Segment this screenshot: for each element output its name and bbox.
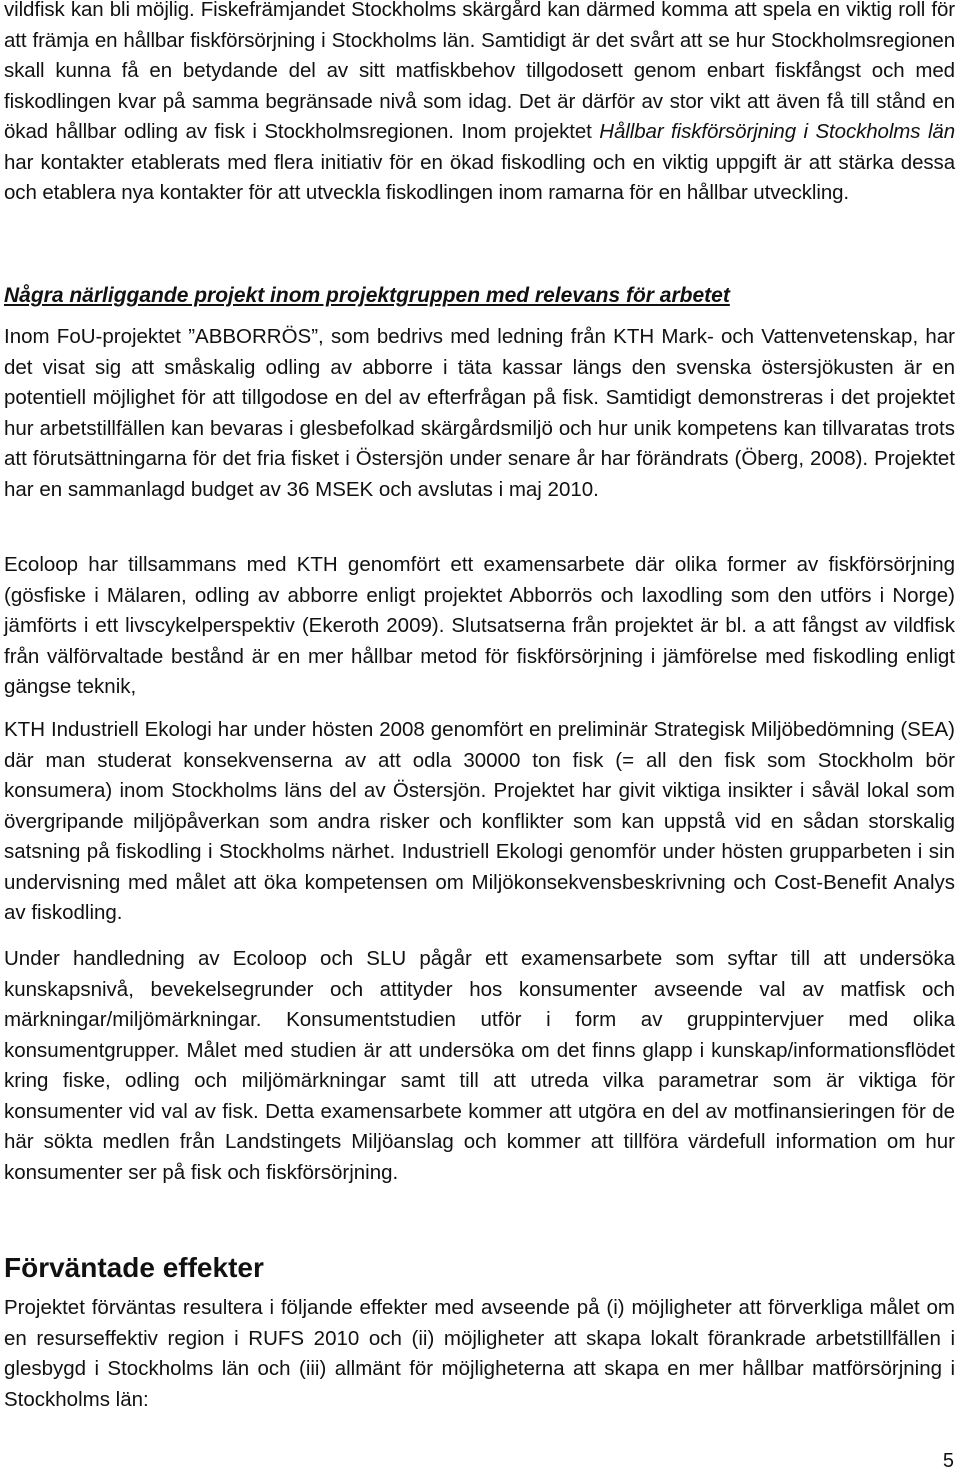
ecoloop-paragraph: Ecoloop har tillsammans med KTH genomfört ett examensarbete där olika former av fiskförsörjning (gösfiske i Mälaren, odling av abborre enligt projektet Abborrös och laxodling som den utförs i Norge) jämförts i ett livscykelperspektiv (Ekeroth 2009). Slutsatserna från projektet är bl. a att fångst av vildfisk från välförvaltade bestånd är en mer hållbar metod för fiskförsörjning i jämförelse med fiskodling enligt gängse teknik, — [4, 553, 955, 698]
consumer-study-paragraph: Under handledning av Ecoloop och SLU pågår ett examensarbete som syftar till att undersöka kunskapsnivå, bevekelsegrunder och attityder hos konsumenter avseende val av matfisk och märkningar/miljömärkningar. Konsumentstudien utför i form av gruppintervjuer med olika konsumentgrupper. Målet med studien är att undersöka om det finns glapp i kunskap/informationsflödet kring fiske, odling och miljömärkningar samt till att utreda vilka parametrar som är viktiga för konsumenter vid val av fisk. Detta examensarbete kommer att utgöra en del av motfinansieringen för de här sökta medlen från Landstingets Miljöanslag och kommer att tillföra värdefull information om hur konsumenter ser på fisk och fiskförsörjning. — [4, 947, 955, 1184]
project-name: Hållbar fiskförsörjning i Stockholms län — [599, 120, 956, 143]
expected-effects-heading: Förväntade effekter — [4, 1252, 264, 1283]
intro-paragraph — [4, 0, 955, 209]
intro-text-1: vildfisk kan bli möjlig. Fiskefrämjandet Stockholms skärgård kan därmed komma att spela en viktig roll för att främja en hållbar fiskförsörjning i Stockholms län. Samtidigt är det svårt att se hur Stockholmsregionen skall kunna få en betydande del av sitt matfiskbehov tillgodosett genom enbart fiskfångst och med fiskodlingen kvar på samma begränsade nivå som idag. Det är därför av stor vikt att även få till stånd en ökad hållbar odling av fisk i Stockholmsregionen. Inom projektet — [4, 0, 955, 143]
intro-text-2: har kontakter etablerats med flera initiativ för en ökad fiskodling och en viktig uppgift är att stärka dessa och etablera nya kontakter för att utveckla fiskodlingen inom ramarna för en hållbar utveckling. — [4, 150, 955, 204]
expected-effects-paragraph: Projektet förväntas resultera i följande effekter med avseende på (i) möjligheter att förverkliga målet om en resurseffektiv region i RUFS 2010 och (ii) möjligheter att skapa lokalt förankrade arbetstillfällen i glesbygd i Stockholms län och (iii) allmänt för möjligheterna att skapa en mer hållbar matförsörjning i Stockholms län: — [4, 1296, 955, 1411]
kth-paragraph: KTH Industriell Ekologi har under hösten 2008 genomfört en preliminär Strategisk Miljöbedömning (SEA) där man studerat konsekvenserna av att odla 30000 ton fisk (= all den fisk som Stockholm bör konsumera) inom Stockholms läns del av Östersjön. Projektet har givit viktiga insikter i såväl lokal som övergripande miljöpåverkan som andra risker och konflikter som kan uppstå vid en sådan storskalig satsning på fiskodling i Stockholms närhet. Industriell Ekologi genomför under hösten grupparbeten i sin undervisning med målet att öka kompetensen om Miljökonsekvensbeskrivning och Cost-Benefit Analys av fiskodling. — [4, 718, 955, 924]
page-number: 5 — [942, 1450, 954, 1472]
abborros-paragraph: Inom FoU-projektet ”ABBORRÖS”, som bedrivs med ledning från KTH Mark- och Vattenvetenskap, har det visat sig att småskalig odling av abborre i täta kassar längs den svenska östersjökusten är en potentiell möjlighet för att tillgodose en del av efterfrågan på fisk. Samtidigt demonstreras i det projektet hur arbetstillfällen kan bevaras i glesbefolkad skärgårdsmiljö och hur unik kompetens kan tillvaratas trots att förutsättningarna för det fria fisket i Östersjön under senare år har förändrats (Öberg, 2008). Projektet har en sammanlagd budget av 36 MSEK och avslutas i maj 2010. — [4, 325, 955, 501]
related-projects-heading: Några närliggande projekt inom projektgruppen med relevans för arbetet — [4, 284, 730, 307]
